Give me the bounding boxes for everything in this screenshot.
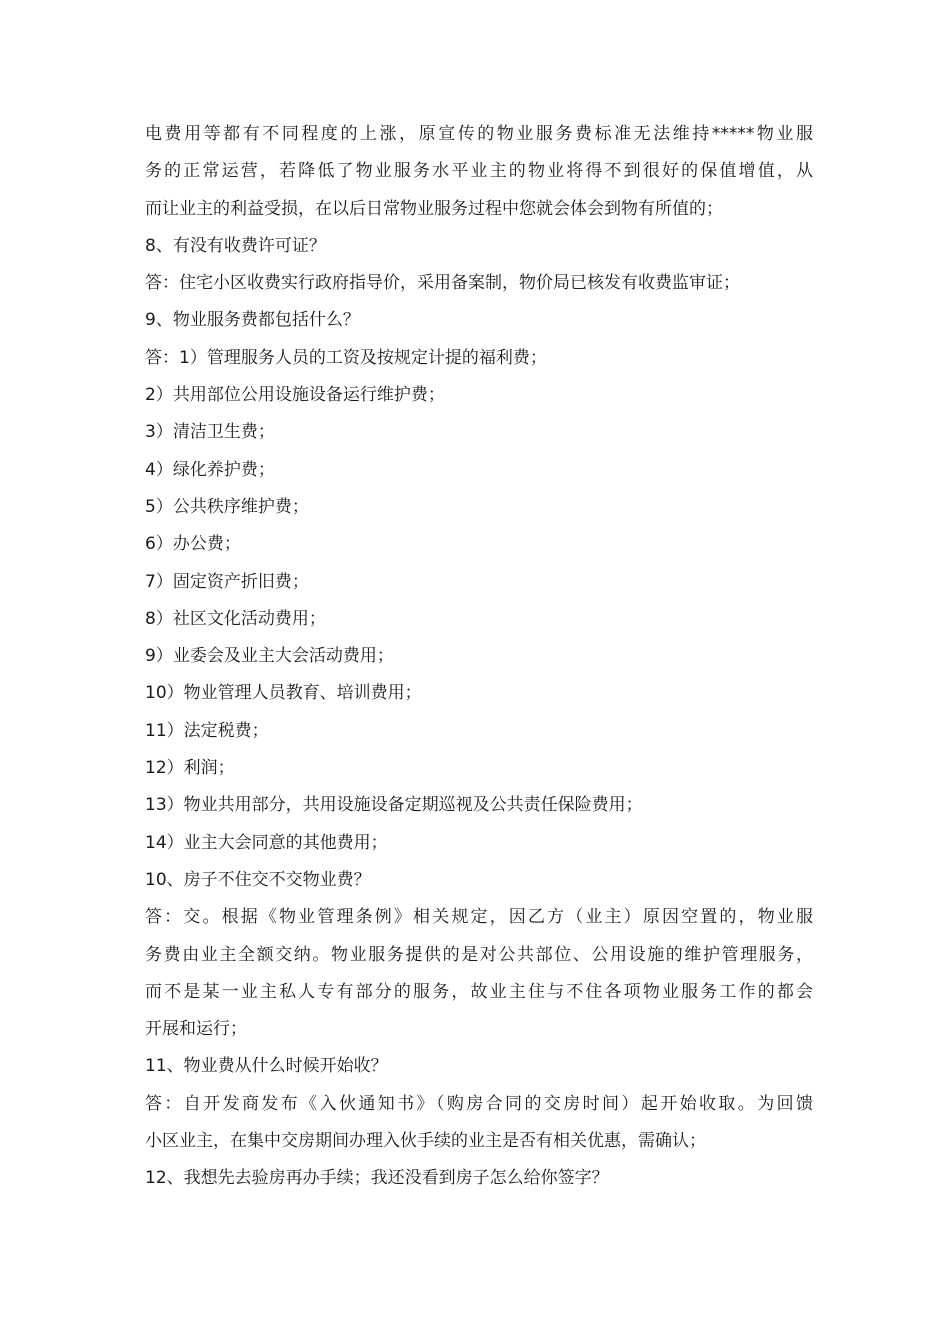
answer-line: 答：1）管理服务人员的工资及按规定计提的福利费； <box>145 347 547 368</box>
list-item: 14）业主大会同意的其他费用； <box>145 832 388 853</box>
paragraph-line: 务的正常运营，若降低了物业服务水平业主的物业将得不到很好的保值增值，从 <box>145 161 813 182</box>
paragraph-line: 而让业主的利益受损，在以后日常物业服务过程中您就会体会到物有所值的； <box>145 198 723 219</box>
question-heading: 8、有没有收费许可证？ <box>145 235 326 256</box>
question-heading: 12、我想先去验房再办手续；我还没看到房子怎么给你签字？ <box>145 1168 609 1189</box>
list-item: 13）物业共用部分，共用设施设备定期巡视及公共责任保险费用； <box>145 795 643 816</box>
paragraph-line: 开展和运行； <box>145 1019 247 1040</box>
list-item: 8）社区文化活动费用； <box>145 608 326 629</box>
answer-line: 答：自开发商发布《入伙通知书》（购房合同的交房时间）起开始收取。为回馈 <box>145 1093 813 1114</box>
list-item: 12）利润； <box>145 758 235 779</box>
question-heading: 10、房子不住交不交物业费？ <box>145 869 371 890</box>
list-item: 5）公共秩序维护费； <box>145 496 309 517</box>
paragraph-line: 小区业主，在集中交房期间办理入伙手续的业主是否有相关优惠，需确认； <box>145 1131 706 1152</box>
list-item: 3）清洁卫生费； <box>145 422 275 443</box>
question-heading: 11、物业费从什么时候开始收？ <box>145 1056 388 1077</box>
answer-line: 答：住宅小区收费实行政府指导价，采用备案制，物价局已核发有收费监审证； <box>145 273 740 294</box>
document-body <box>145 116 813 1198</box>
answer-line: 答：交。根据《物业管理条例》相关规定，因乙方（业主）原因空置的，物业服 <box>145 907 813 928</box>
question-heading: 9、物业服务费都包括什么？ <box>145 310 360 331</box>
list-item: 4）绿化养护费； <box>145 459 275 480</box>
paragraph-line: 而不是某一业主私人专有部分的服务，故业主住与不住各项物业服务工作的都会 <box>145 981 813 1002</box>
paragraph-line: 电费用等都有不同程度的上涨，原宣传的物业服务费标准无法维持*****物业服 <box>145 124 813 144</box>
paragraph-line: 务费由业主全额交纳。物业服务提供的是对公共部位、公用设施的维护管理服务， <box>145 944 813 965</box>
list-item: 9）业委会及业主大会活动费用； <box>145 646 394 667</box>
list-item: 11）法定税费； <box>145 720 269 741</box>
list-item: 7）固定资产折旧费； <box>145 571 309 592</box>
list-item: 10）物业管理人员教育、培训费用； <box>145 683 422 704</box>
list-item: 2）共用部位公用设施设备运行维护费； <box>145 385 445 406</box>
list-item: 6）办公费； <box>145 534 241 555</box>
